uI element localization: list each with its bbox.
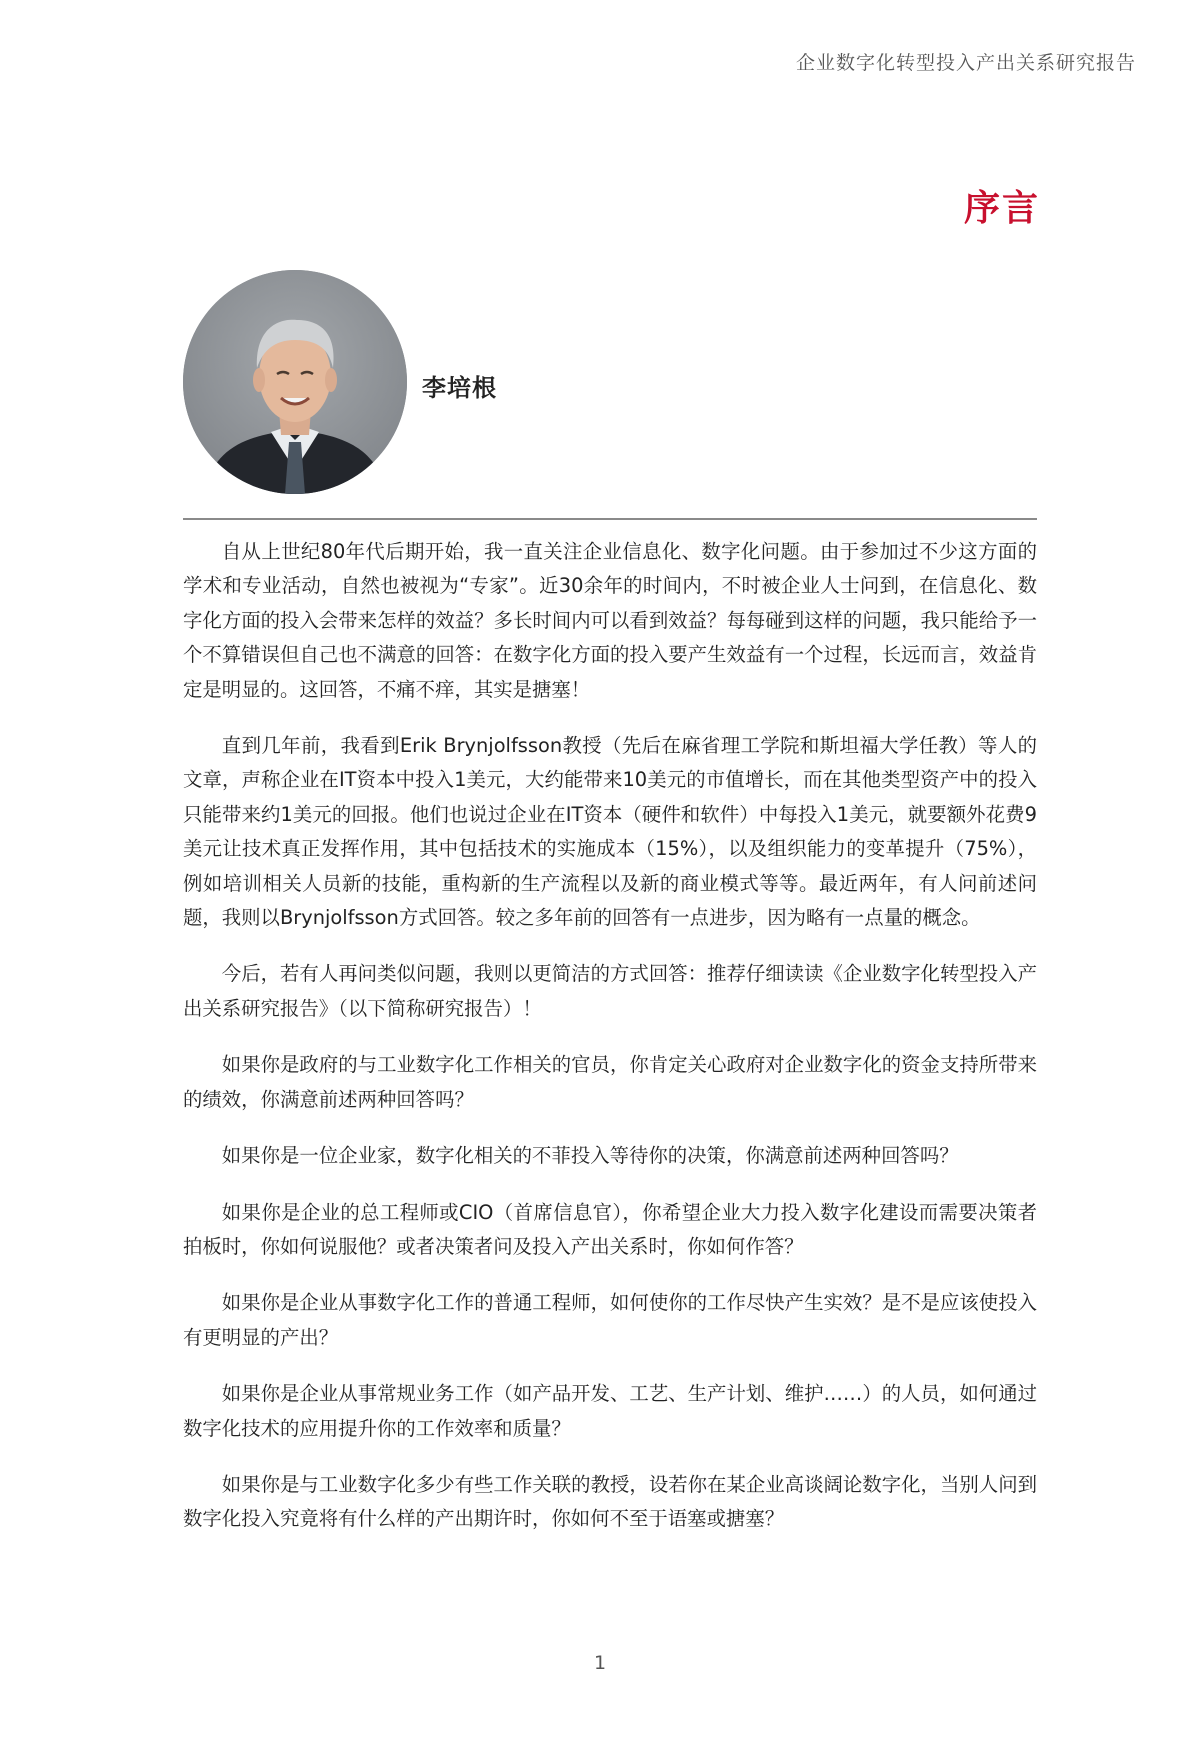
paragraph: 如果你是政府的与工业数字化工作相关的官员，你肯定关心政府对企业数字化的资金支持所带来的绩效，你满意前述两种回答吗？ bbox=[183, 1053, 1037, 1111]
author-portrait bbox=[183, 270, 407, 494]
page-number: 1 bbox=[593, 1652, 607, 1674]
preface-body bbox=[183, 535, 1037, 1559]
paragraph: 如果你是一位企业家，数字化相关的不菲投入等待你的决策，你满意前述两种回答吗？ bbox=[221, 1144, 959, 1168]
section-title: 序言 bbox=[963, 188, 1040, 229]
author-name: 李培根 bbox=[422, 374, 497, 402]
divider bbox=[183, 518, 1037, 520]
paragraph: 今后，若有人再问类似问题，我则以更简洁的方式回答：推荐仔细读读《企业数字化转型投入产出关系研究报告》（以下简称研究报告）！ bbox=[183, 962, 1037, 1020]
running-header: 企业数字化转型投入产出关系研究报告 bbox=[795, 52, 1136, 74]
paragraph: 如果你是企业的总工程师或CIO（首席信息官），你希望企业大力投入数字化建设而需要决策者拍板时，你如何说服他？或者决策者问及投入产出关系时，你如何作答？ bbox=[183, 1200, 1037, 1258]
paragraph: 如果你是企业从事数字化工作的普通工程师，如何使你的工作尽快产生实效？是不是应该使投入有更明显的产出？ bbox=[183, 1291, 1037, 1349]
paragraph: 如果你是企业从事常规业务工作（如产品开发、工艺、生产计划、维护……）的人员，如何通过数字化技术的应用提升你的工作效率和质量？ bbox=[183, 1382, 1037, 1440]
portrait-image bbox=[183, 270, 407, 494]
paragraph: 直到几年前，我看到Erik Brynjolfsson教授（先后在麻省理工学院和斯坦福大学任教）等人的文章，声称企业在IT资本中投入1美元，大约能带来10美元的市值增长，而在其他类型资产中的投入只能带来约1美元的回报。他们也说过企业在IT资本（硬件和软件）中每投入1美元，就要额外花费9美元让技术真正发挥作用，其中包括技术的实施成本（15%），以及组织能力的变革提升（75%），例如培训相关人员新的技能，重构新的生产流程以及新的商业模式等等。最近两年，有人问前述问题，我则以Brynjolfsson方式回答。较之多年前的回答有一点进步，因为略有一点量的概念。 bbox=[183, 734, 1037, 930]
paragraph: 自从上世纪80年代后期开始，我一直关注企业信息化、数字化问题。由于参加过不少这方面的学术和专业活动，自然也被视为“专家”。近30余年的时间内，不时被企业人士问到，在信息化、数字化方面的投入会带来怎样的效益？多长时间内可以看到效益？每每碰到这样的问题，我只能给予一个不算错误但自己也不满意的回答：在数字化方面的投入要产生效益有一个过程，长远而言，效益肯定是明显的。这回答，不痛不痒，其实是搪塞！ bbox=[183, 540, 1037, 701]
paragraph: 如果你是与工业数字化多少有些工作关联的教授，设若你在某企业高谈阔论数字化，当别人问到数字化投入究竟将有什么样的产出期许时，你如何不至于语塞或搪塞？ bbox=[183, 1472, 1037, 1531]
